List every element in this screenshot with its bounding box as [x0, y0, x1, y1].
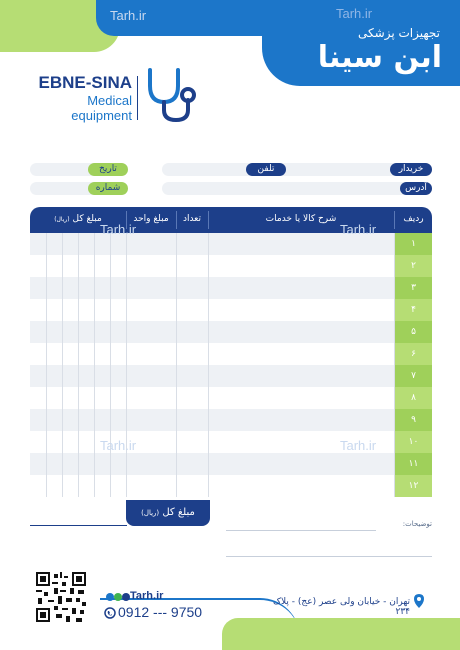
row-number: ۳: [395, 277, 432, 299]
table-row[interactable]: [30, 475, 432, 497]
table-body: [30, 233, 432, 497]
address-field[interactable]: [162, 182, 432, 195]
date-label: تاریخ: [88, 163, 128, 176]
footer-address: تهران - خیابان ولی عصر (عج) - پلاک ۲۳۴: [273, 597, 410, 617]
row-number: ۱: [395, 233, 432, 255]
row-number: ۶: [395, 343, 432, 365]
watermark: Tarh.ir: [110, 8, 147, 23]
header-separator: [208, 211, 209, 229]
footer-website[interactable]: Tarh.ir: [130, 590, 164, 602]
table-row[interactable]: [30, 387, 432, 409]
col-total-price-unit: (ریال): [54, 216, 70, 223]
logo-line1: EBNE-SINA: [38, 73, 132, 92]
logo-divider: [137, 76, 138, 120]
address-label: آدرس: [400, 182, 432, 195]
row-number: ۸: [395, 387, 432, 409]
qr-code-icon: [36, 572, 86, 622]
watermark: Tarh.ir: [100, 438, 137, 453]
table-row[interactable]: [30, 365, 432, 387]
row-number: ۷: [395, 365, 432, 387]
column-divider: [62, 233, 63, 497]
header-separator: [394, 211, 395, 229]
logo-text: [32, 74, 132, 122]
column-divider: [94, 233, 95, 497]
column-divider: [394, 233, 395, 497]
phone-label: تلفن: [246, 163, 286, 176]
column-divider: [46, 233, 47, 497]
table-row[interactable]: [30, 299, 432, 321]
table-row[interactable]: [30, 277, 432, 299]
watermark: Tarh.ir: [336, 6, 373, 21]
column-divider: [110, 233, 111, 497]
total-label: مبلغ کل: [162, 507, 195, 518]
row-number: ۱۱: [395, 453, 432, 475]
column-divider: [176, 233, 177, 497]
watermark: Tarh.ir: [340, 438, 377, 453]
header-subtitle: تجهیزات پزشکی: [358, 26, 440, 40]
table-row[interactable]: [30, 321, 432, 343]
location-pin-icon: [412, 593, 426, 609]
table-row[interactable]: [30, 255, 432, 277]
phone-icon: [104, 607, 116, 619]
social-icons: [106, 592, 130, 602]
header-title: ابن سینا: [317, 40, 442, 75]
table-row[interactable]: [30, 343, 432, 365]
stethoscope-icon: [142, 64, 202, 124]
col-quantity: تعداد: [182, 214, 202, 224]
row-number: ۹: [395, 409, 432, 431]
watermark: Tarh.ir: [340, 222, 377, 237]
logo-line2: Medical: [87, 93, 132, 108]
row-number: ۱۰: [395, 431, 432, 453]
notes-line[interactable]: [226, 530, 376, 531]
column-divider: [208, 233, 209, 497]
row-number: ۱۲: [395, 475, 432, 497]
footer-phone[interactable]: 0912 --- 9750: [118, 604, 203, 620]
buyer-label: خریدار: [390, 163, 432, 176]
number-label: شماره: [88, 182, 128, 195]
total-unit: (ریال): [141, 509, 160, 517]
notes-label: توضیحات:: [402, 520, 432, 528]
column-divider: [126, 233, 127, 497]
col-total-price-label: مبلغ کل: [72, 214, 102, 224]
notes-line[interactable]: [226, 556, 432, 557]
col-row-no: ردیف: [403, 214, 424, 224]
row-number: ۴: [395, 299, 432, 321]
total-box: [126, 500, 210, 526]
table-row[interactable]: [30, 409, 432, 431]
col-unit-price: مبلغ واحد: [133, 214, 169, 224]
col-description: شرح کالا یا خدمات: [265, 214, 337, 224]
table-row[interactable]: [30, 453, 432, 475]
footer-green-shape: [222, 618, 460, 650]
total-line: [30, 525, 127, 526]
row-number: ۲: [395, 255, 432, 277]
column-divider: [78, 233, 79, 497]
logo-line3: equipment: [71, 108, 132, 123]
header-separator: [176, 211, 177, 229]
row-number: ۵: [395, 321, 432, 343]
watermark: Tarh.ir: [100, 222, 137, 237]
